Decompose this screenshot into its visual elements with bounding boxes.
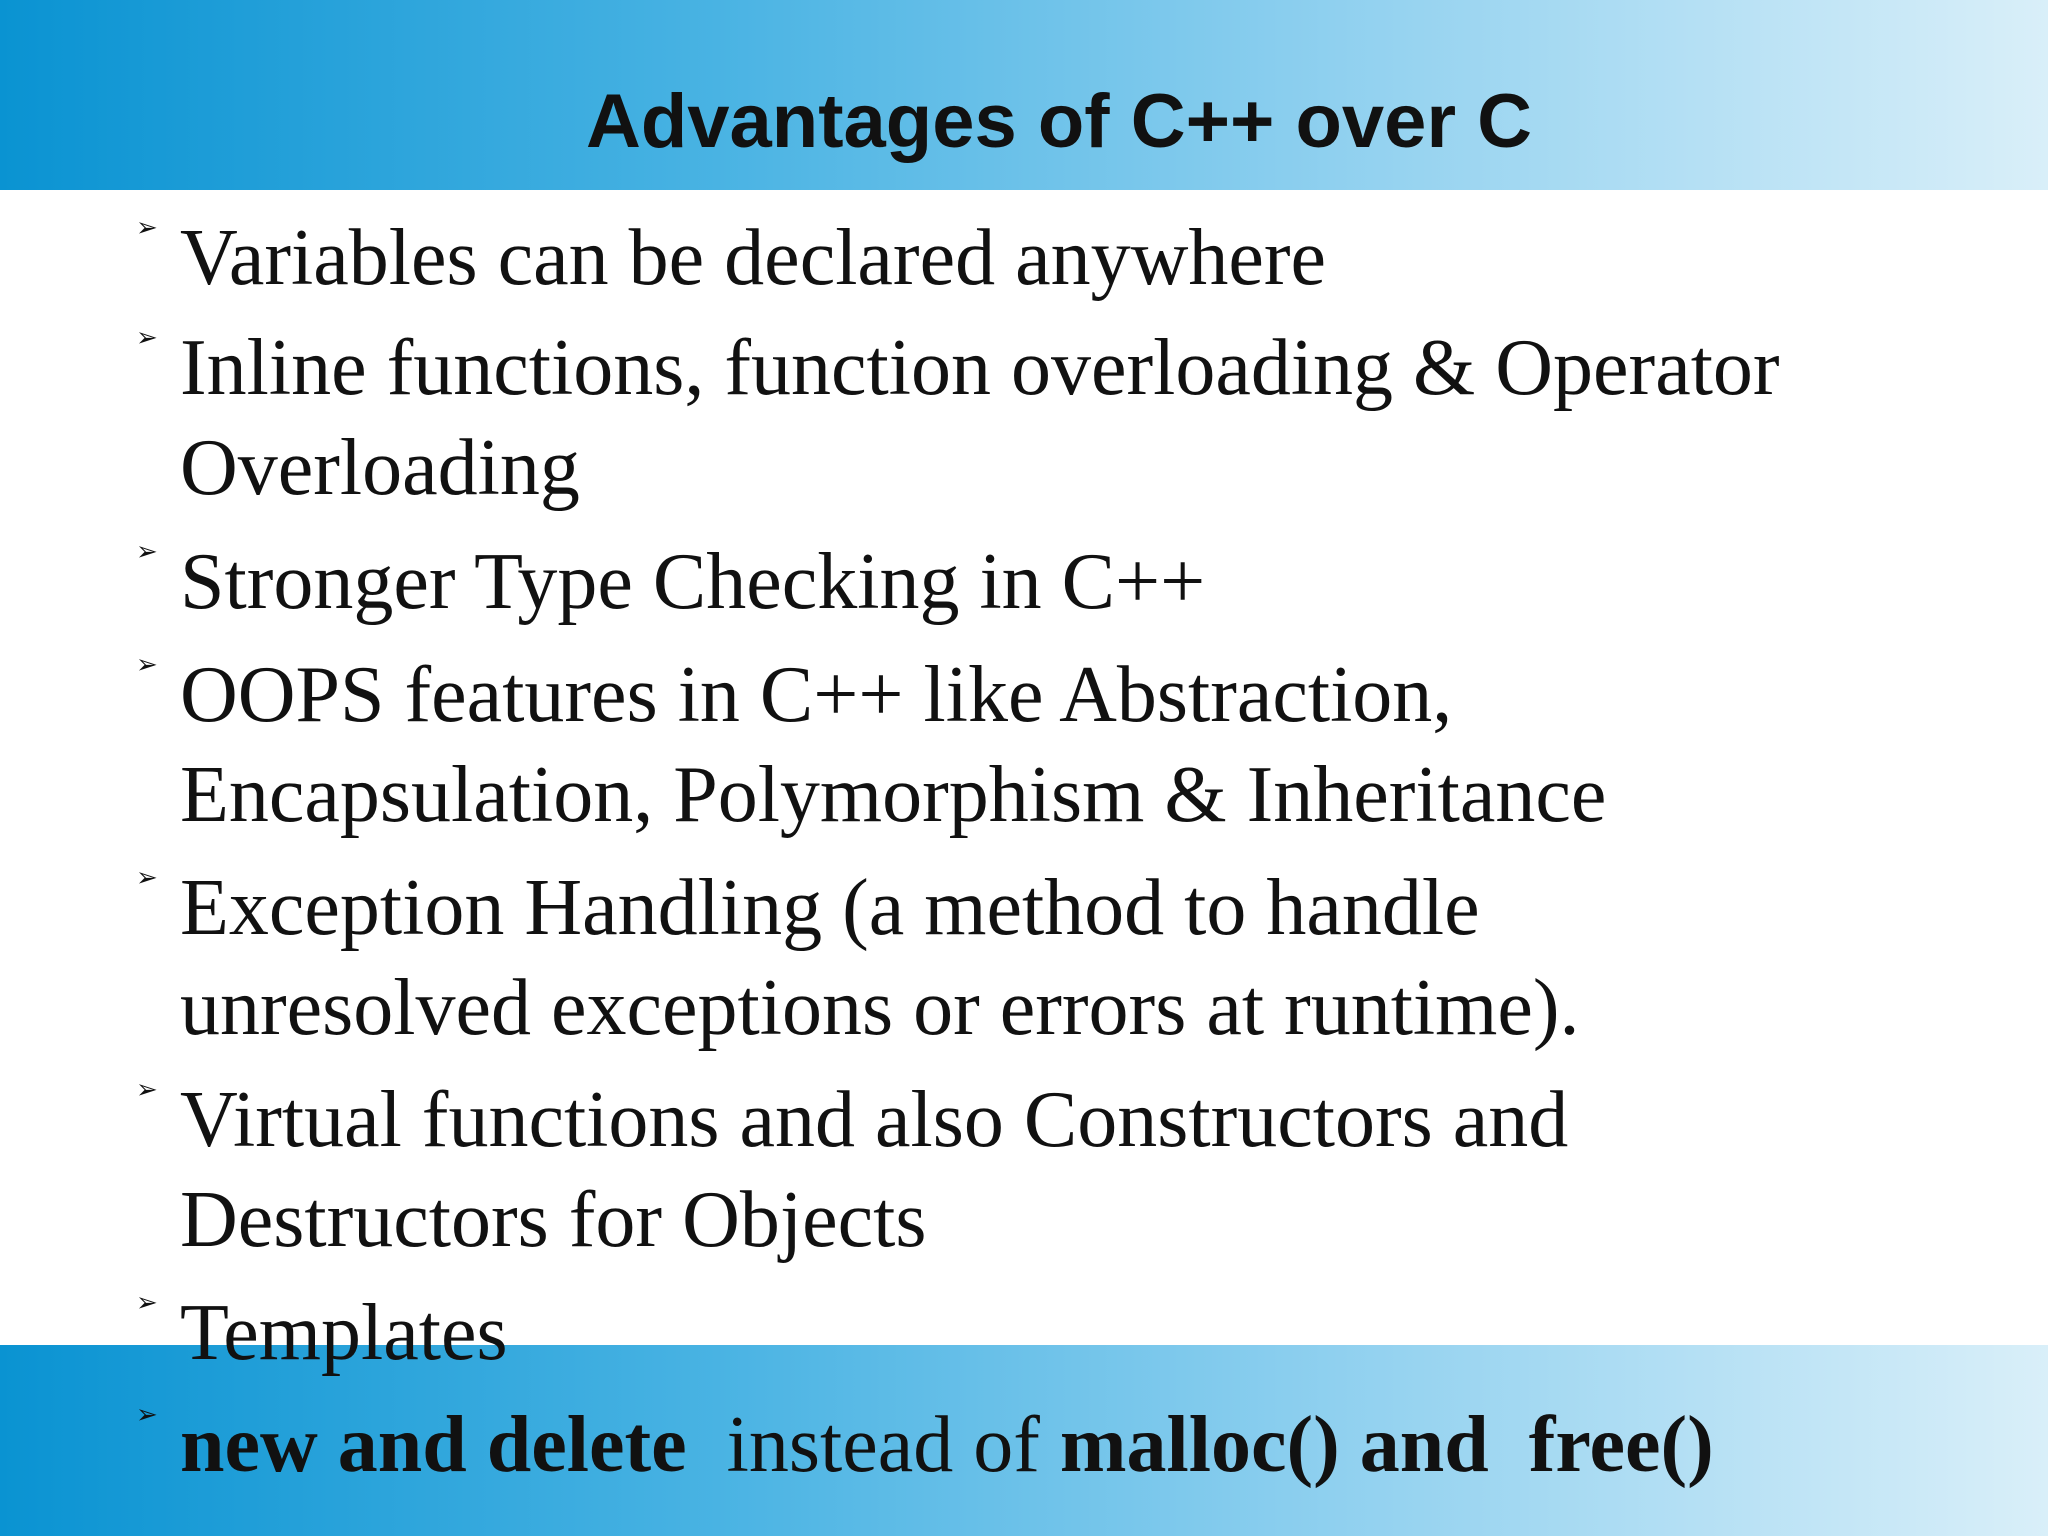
malloc-free-keyword: malloc() and free(): [1059, 1401, 1714, 1489]
bullet-text: Templates: [180, 1289, 508, 1377]
instead-of-text: instead of: [686, 1401, 1060, 1489]
new-delete-keyword: new and delete: [180, 1401, 687, 1489]
arrow-bullet-icon: ➢: [136, 213, 158, 243]
slide-title: Advantages of C++ over C: [585, 79, 1533, 164]
arrow-bullet-icon: ➢: [136, 650, 158, 680]
arrow-bullet-icon: ➢: [136, 1288, 158, 1318]
bullet-text: [180, 1395, 1960, 1495]
bullet-text: Variables can be declared anywhere: [180, 214, 1327, 302]
arrow-bullet-icon: ➢: [136, 537, 158, 567]
bullet-text: Inline functions, function overloading & Operator Overloading: [180, 324, 1780, 512]
arrow-bullet-icon: ➢: [136, 1400, 158, 1430]
bullet-text: Virtual functions and also Constructors and Destructors for Objects: [180, 1076, 1569, 1264]
bullet-text: Exception Handling (a method to handle unresolved exceptions or errors at runtime).: [180, 864, 1580, 1052]
arrow-bullet-icon: ➢: [136, 1075, 158, 1105]
bullet-text: Stronger Type Checking in C++: [180, 538, 1206, 626]
arrow-bullet-icon: ➢: [136, 863, 158, 893]
arrow-bullet-icon: ➢: [136, 323, 158, 353]
bullet-text: OOPS features in C++ like Abstraction, Encapsulation, Polymorphism & Inheritance: [180, 651, 1607, 839]
